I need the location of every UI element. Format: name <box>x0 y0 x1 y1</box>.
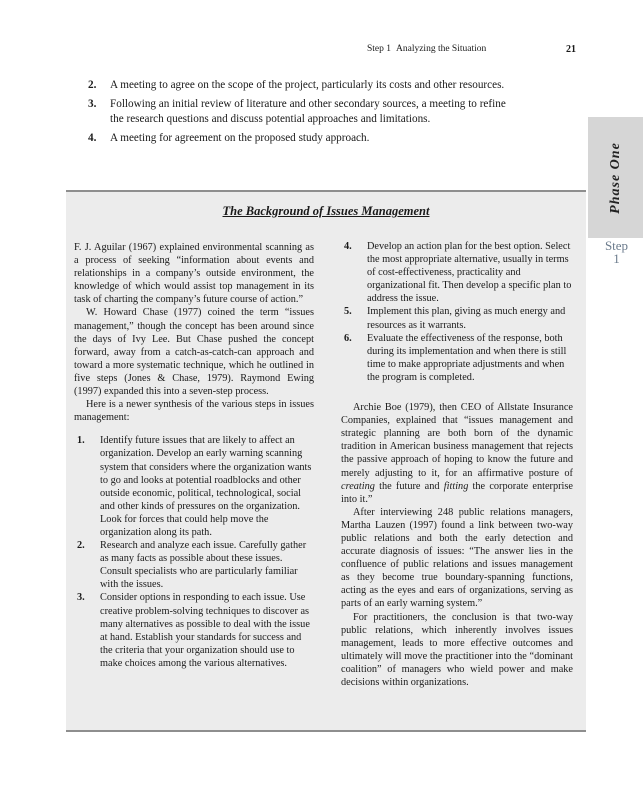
list-item: 5. Implement this plan, giving as much energy and resources as it warrants. <box>344 306 566 331</box>
step-tab-word: Step <box>604 238 629 253</box>
box-left-column <box>74 241 314 670</box>
phase-label: Phase One <box>607 141 623 214</box>
paragraph: For practitioners, the conclusion is that two-way public relations, which inherently involves issues management, leads to more effective outcomes and ultimately will move the practitioner into the “dominant coalition” of managers who wield power and make decisions within organizations. <box>341 611 573 688</box>
paragraph: W. Howard Chase (1977) coined the term “issues management,” though the concept has been around since the days of Ivy Lee. But Chase pushed the concept forward, away from a catch-as-catch-can approach and toward a more systematic technique, which he outlined in five steps (Jones & Chase, 1979). Raymond Ewing (1997) expanded this into a seven-step process. <box>74 307 314 398</box>
running-step-label: Step 1 <box>367 44 392 54</box>
paragraph: F. J. Aguilar (1967) explained environmental scanning as a process of seeking “information about events and relationships in a company’s outside environment, the knowledge of which would assist top management in its task of charting the company’s future course of action.” <box>74 242 314 306</box>
running-title: Analyzing the Situation <box>396 44 487 54</box>
list-item: 3. Following an initial review of literature and other secondary sources, a meeting to refine the research questions and discuss potential approaches and limitations. <box>88 98 506 125</box>
list-item: 2. Research and analyze each issue. Carefully gather as many facts as possible about these issues. Consult specialists who are particularly familiar with the issues. <box>77 540 307 591</box>
box-right-column <box>341 240 573 689</box>
page-number: 21 <box>566 44 576 55</box>
list-item: 4. Develop an action plan for the best option. Select the most appropriate alternative, usually in terms of cost-effectiveness, practicality and organizational fit. Then develop a specific plan to address the issue. <box>344 241 572 305</box>
step-tab <box>590 239 643 265</box>
list-item: 6. Evaluate the effectiveness of the response, both during its implementation and when there is still time to make appropriate adjustments and when the program is completed. <box>344 332 567 383</box>
paragraph: Here is a newer synthesis of the various steps in issues management: <box>74 399 314 424</box>
continued-meeting-list <box>88 78 508 150</box>
issues-steps-list <box>74 434 314 670</box>
sidebar-box-title: The Background of Issues Management <box>222 204 430 218</box>
list-item: 4. A meeting for agreement on the proposed study approach. <box>88 132 370 144</box>
paragraph: Archie Boe (1979), then CEO of Allstate Insurance Companies, explained that “issues management and strategic planning are both born of the dynamic tradition in American business management that rejects the passive approach of hoping to know the future and merely adjusting to it, for an affirmative posture of creating the future and fitting the corporate enterprise into it.” <box>341 402 573 505</box>
paragraph: After interviewing 248 public relations managers, Martha Lauzen (1997) found a link between two-way public relations and both the early detection and accurate diagnosis of issues: “The answer lies in the confluence of public relations and issues management as they become true boundary-spanning functions, acting as the eyes and ears of organizations, serving as parts of an early warning system.” <box>341 506 573 610</box>
list-item: 2. A meeting to agree on the scope of the project, particularly its costs and other resources. <box>88 79 505 91</box>
issues-steps-list-continued <box>341 240 573 384</box>
step-tab-number: 1 <box>613 251 620 266</box>
list-item: 1. Identify future issues that are likely to affect an organization. Develop an early warning scanning system that considers where the organization wants to go and looks at potential roadblocks and other outside economic, political, technological, social and other kinds of pressures on the organization. Look for forces that could help move the organization along its path. <box>77 435 312 538</box>
list-item: 3. Consider options in responding to each issue. Use creative problem-solving techniques to discover as many alternatives as possible to deal with the issue at hand. Establish your standards for success and the criteria that your organization should use to make choices among the various alternatives. <box>77 592 310 669</box>
